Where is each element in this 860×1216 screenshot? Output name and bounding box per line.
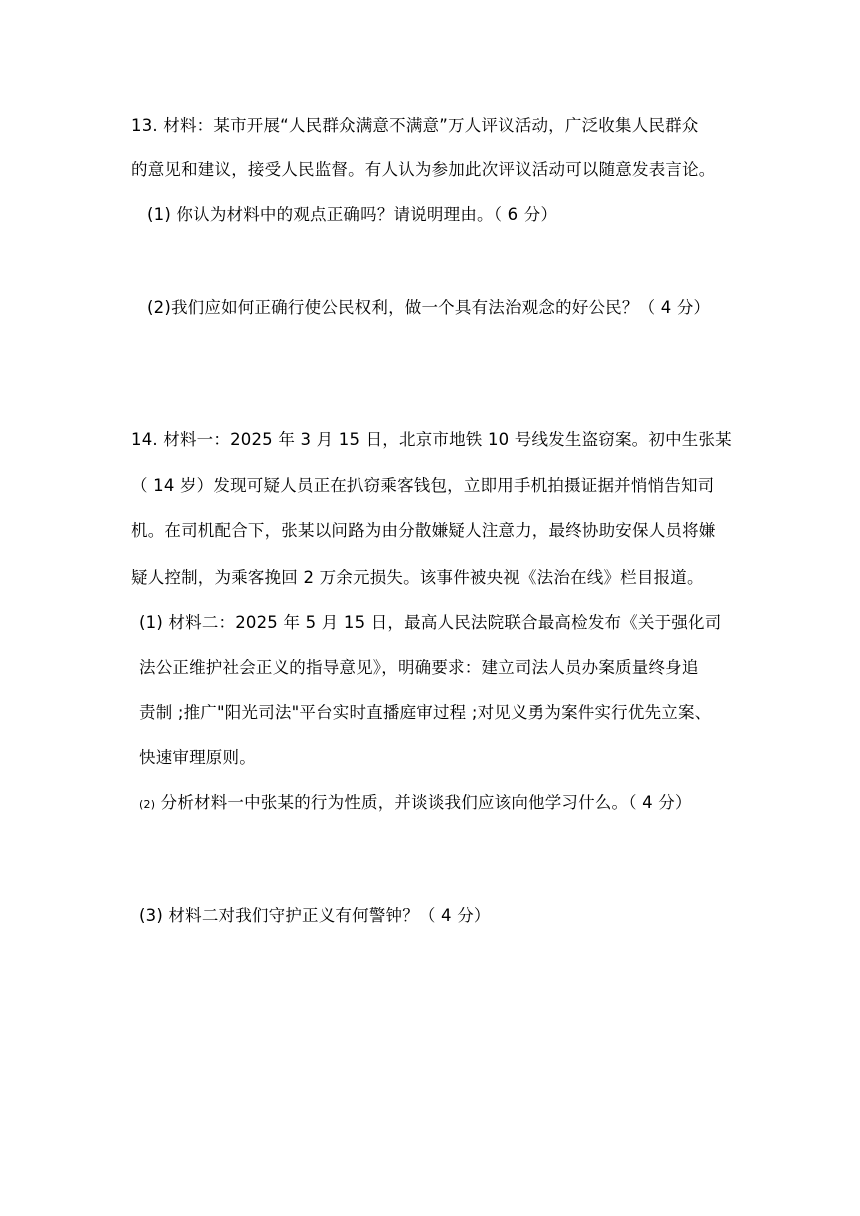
q14-material-1-line-4: 疑人控制，为乘客挽回 2 万余元损失。该事件被央视《法治在线》栏目报道。 — [131, 568, 704, 587]
q14-subquestion-2 — [139, 791, 692, 817]
q14-material-2-line-4: 快速审理原则。 — [139, 748, 256, 767]
q14-material-2-line-3: 责制 ;推广"阳光司法"平台实时直播庭审过程 ;对见义勇为案件实行优先立案、 — [139, 703, 712, 722]
q13-subquestion-2: (2)我们应如何正确行使公民权利，做一个具有法治观念的好公民？（ 4 分） — [147, 298, 711, 317]
q14-subquestion-2-number: (2) — [139, 798, 156, 811]
q13-subquestion-1: (1) 你认为材料中的观点正确吗？请说明理由。（ 6 分） — [147, 205, 558, 224]
q14-material-1-line-1: 14. 材料一：2025 年 3 月 15 日，北京市地铁 10 号线发生盗窃案。初中生张某 — [131, 430, 732, 449]
q13-material-line-2: 的意见和建议，接受人民监督。有人认为参加此次评议活动可以随意发表言论。 — [131, 160, 716, 179]
q14-material-1-line-3: 机。在司机配合下，张某以问路为由分散嫌疑人注意力，最终协助安保人员将嫌 — [131, 521, 716, 540]
q14-material-2-line-1: (1) 材料二：2025 年 5 月 15 日，最高人民法院联合最高检发布《关于强化司 — [139, 613, 722, 632]
q14-material-2-line-2: 法公正维护社会正义的指导意见》，明确要求：建立司法人员办案质量终身追 — [139, 658, 699, 677]
q14-subquestion-3: (3) 材料二对我们守护正义有何警钟？（ 4 分） — [139, 906, 491, 925]
q14-material-1-line-2: （ 14 岁）发现可疑人员正在扒窃乘客钱包，立即用手机拍摄证据并悄悄告知司 — [131, 476, 715, 495]
q13-material-line-1: 13. 材料：某市开展“人民群众满意不满意”万人评议活动，广泛收集人民群众 — [131, 116, 699, 135]
q14-subquestion-2-text: 分析材料一中张某的行为性质，并谈谈我们应该向他学习什么。（ 4 分） — [155, 793, 692, 812]
